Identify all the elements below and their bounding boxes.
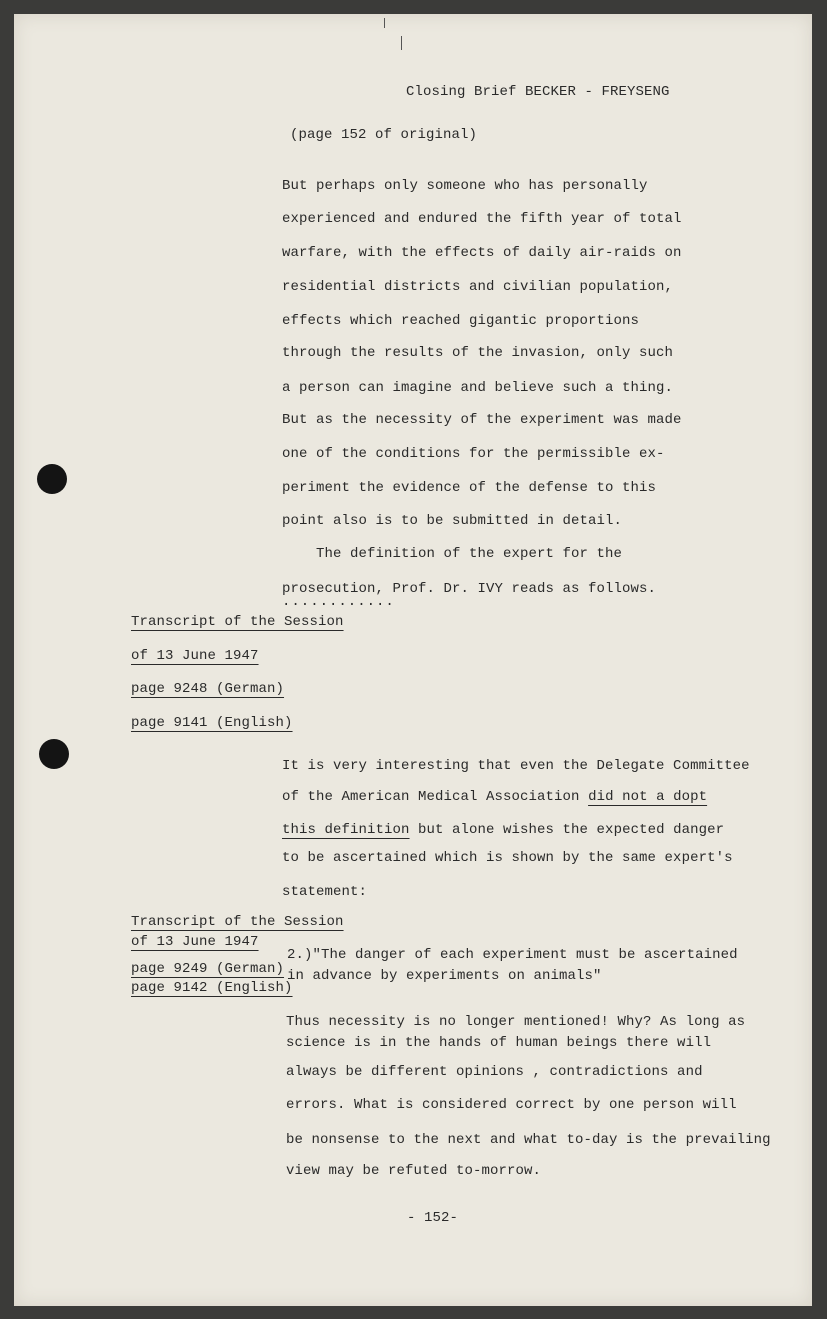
text-line: The definition of the expert for the [282,546,623,562]
text-line: residential districts and civilian population, [282,279,674,295]
citation-line: page 9141 (English) [131,715,293,731]
citation-line: of 13 June 1947 [131,648,259,664]
citation-line: page 9249 (German) [131,961,285,977]
text-line: prosecution, Prof. Dr. IVY reads as follows. [282,581,657,597]
citation-line: page 9248 (German) [131,681,285,697]
citation-line: page 9142 (English) [131,980,293,996]
quote-line: 2.)"The danger of each experiment must be ascertained [287,947,738,963]
page-number: - 152- [407,1210,459,1226]
paper-mark [384,18,385,28]
document-page [14,14,812,1306]
document-header-title: Closing Brief BECKER - FREYSENG [406,84,670,100]
text-line: a person can imagine and believe such a thing. [282,380,674,396]
text-line: be nonsense to the next and what to-day is the prevailing [286,1132,771,1148]
text-line: to be ascertained which is shown by the same expert's [282,850,733,866]
text-line: point also is to be submitted in detail. [282,513,623,529]
text-line: view may be refuted to-morrow. [286,1163,542,1179]
dotted-leader: ............ [282,594,395,610]
text-line: Thus necessity is no longer mentioned! Why? As long as [286,1014,746,1030]
text-line: periment the evidence of the defense to this [282,480,657,496]
text-line: effects which reached gigantic proportions [282,313,640,329]
citation-line: of 13 June 1947 [131,934,259,950]
punch-hole [39,739,69,769]
text-line: statement: [282,884,368,900]
text-segment: but alone wishes the expected danger [409,822,725,838]
text-line: But as the necessity of the experiment was made [282,412,682,428]
text-line: science is in the hands of human beings there will [286,1035,712,1051]
text-line: warfare, with the effects of daily air-raids on [282,245,682,261]
text-line: experienced and endured the fifth year of total [282,211,682,227]
text-line: But perhaps only someone who has personally [282,178,648,194]
text-line: always be different opinions , contradictions and [286,1064,703,1080]
citation-line: Transcript of the Session [131,614,344,630]
original-page-reference: (page 152 of original) [290,127,478,143]
underlined-text: this definition [282,822,410,838]
text-line: one of the conditions for the permissible ex- [282,446,665,462]
punch-hole [37,464,67,494]
text-line: errors. What is considered correct by one person will [286,1097,737,1113]
citation-line: Transcript of the Session [131,914,344,930]
text-segment: of the American Medical Association [282,789,589,805]
underlined-text: did not a dopt [588,789,708,805]
text-line [282,789,707,805]
quote-line: in advance by experiments on animals" [287,968,602,984]
text-line: through the results of the invasion, only such [282,345,674,361]
paper-mark [401,36,402,50]
text-line: It is very interesting that even the Delegate Committee [282,758,750,774]
text-line [282,822,724,838]
